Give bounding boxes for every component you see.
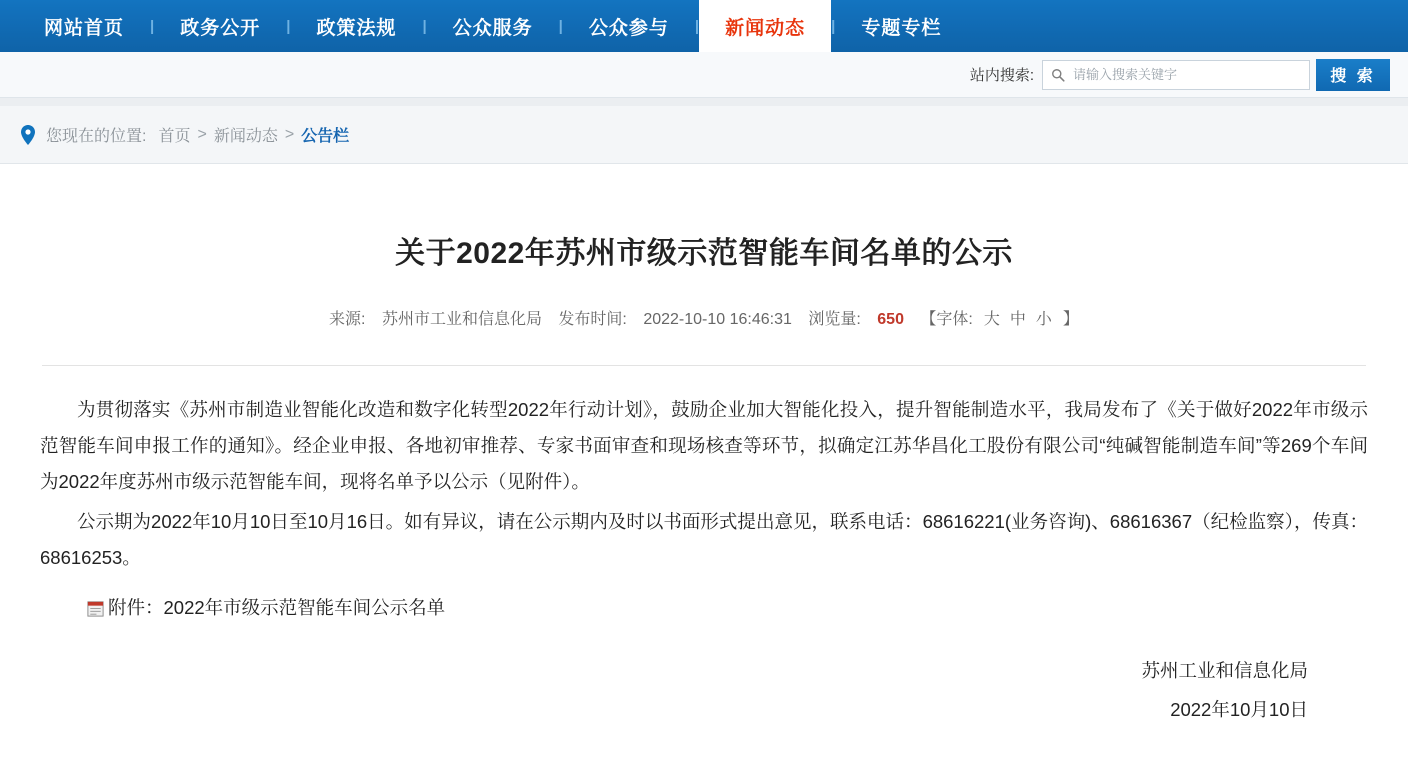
breadcrumb-item-home[interactable]: 首页	[158, 128, 191, 145]
search-input[interactable]	[1071, 66, 1301, 83]
breadcrumb-prefix: 您现在的位置:	[46, 128, 147, 145]
location-pin-icon	[20, 125, 36, 145]
attachment-link[interactable]: 2022年市级示范智能车间公示名单	[163, 597, 446, 619]
search-label: 站内搜索:	[969, 67, 1034, 84]
nav-item-home[interactable]: 网站首页	[44, 17, 125, 39]
main-navigation-bar	[0, 0, 1408, 52]
nav-separator: |	[831, 17, 836, 35]
nav-item-government-affairs[interactable]: 政务公开	[180, 17, 261, 39]
search-button[interactable]: 搜 索	[1316, 59, 1390, 91]
nav-separator: |	[558, 17, 563, 35]
article-divider	[42, 365, 1366, 366]
fontsize-small-button[interactable]: 小	[1035, 311, 1052, 328]
fontsize-label: 【字体:	[920, 311, 973, 328]
attachment-row	[40, 590, 1368, 626]
nav-item-public-participation[interactable]: 公众参与	[588, 17, 669, 39]
meta-views-label: 浏览量:	[808, 311, 861, 328]
article-meta	[40, 306, 1368, 329]
meta-source-label: 来源:	[329, 311, 366, 328]
nav-separator: |	[694, 17, 700, 35]
article-container	[0, 228, 1408, 730]
article-paragraph: 为贯彻落实《苏州市制造业智能化改造和数字化转型2022年行动计划》，鼓励企业加大智能化投入，提升智能制造水平，我局发布了《关于做好2022年市级示范智能车间申报工作的通知》。经企业申报、各地初审推荐、专家书面审查和现场核查等环节，拟确定江苏华昌化工股份有限公司“纯碱智能制造车间”等269个车间为2022年度苏州市级示范智能车间，现将名单予以公示（见附件）。	[40, 399, 1368, 493]
search-icon	[1051, 68, 1065, 82]
nav-separator: |	[286, 17, 291, 35]
signature-date: 2022年10月10日	[1170, 699, 1308, 721]
breadcrumb-separator: >	[284, 125, 295, 143]
fontsize-large-button[interactable]: 大	[983, 311, 1000, 328]
nav-separator: |	[150, 17, 155, 35]
search-input-container[interactable]	[1042, 60, 1310, 90]
signature-organization: 苏州工业和信息化局	[1141, 660, 1308, 682]
site-search-bar	[0, 52, 1408, 98]
attachment-prefix: 附件：	[108, 597, 164, 619]
breadcrumb-separator: >	[197, 125, 207, 143]
article-body	[40, 392, 1368, 626]
breadcrumb-item-bulletin[interactable]: 公告栏	[301, 128, 350, 145]
meta-publish-label: 发布时间:	[558, 311, 627, 328]
article-paragraph: 公示期为2022年10月10日至10月16日。如有异议，请在公示期内及时以书面形式提出意见，联系电话：68616221(业务咨询)、68616367（纪检监察），传真：68616253。	[40, 511, 1368, 569]
nav-item-special-topics[interactable]: 专题专栏	[861, 17, 942, 39]
meta-source-value: 苏州市工业和信息化局	[381, 311, 542, 328]
nav-item-policies[interactable]: 政策法规	[316, 17, 397, 39]
fontsize-medium-button[interactable]: 中	[1009, 311, 1026, 328]
meta-views-value: 650	[877, 311, 904, 328]
breadcrumb-item-news[interactable]: 新闻动态	[213, 128, 278, 145]
nav-item-public-services[interactable]: 公众服务	[452, 17, 533, 39]
nav-item-list	[0, 0, 1408, 52]
page-title: 关于2022年苏州市级示范智能车间名单的公示	[395, 237, 1013, 270]
nav-separator: |	[422, 17, 427, 35]
breadcrumb	[0, 106, 1408, 164]
article-signature	[40, 652, 1368, 730]
fontsize-close-bracket: 】	[1062, 311, 1079, 328]
breadcrumb-spacer	[0, 98, 1408, 106]
file-attachment-icon	[86, 599, 105, 618]
meta-publish-value: 2022-10-10 16:46:31	[643, 311, 792, 328]
nav-item-news[interactable]: 新闻动态	[699, 0, 831, 52]
